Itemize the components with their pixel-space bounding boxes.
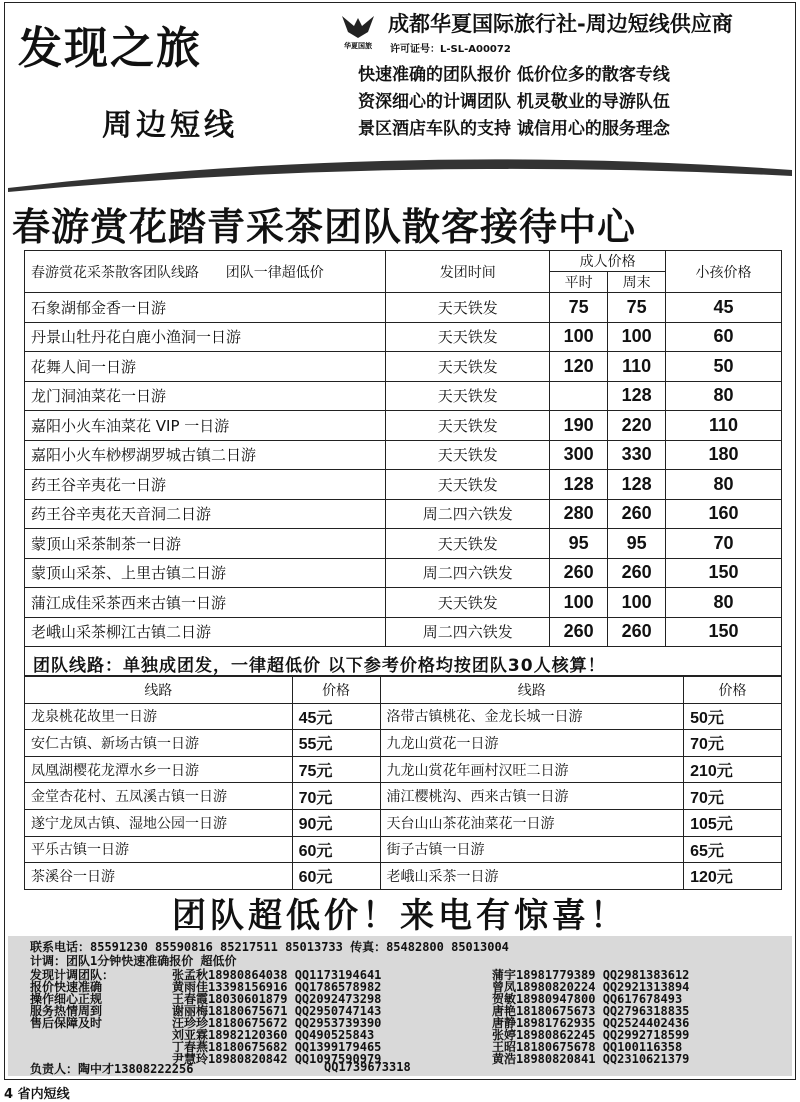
- main-title: 春游赏花踏青采茶团队散客接待中心: [12, 205, 637, 249]
- cell-child: 180: [666, 440, 782, 470]
- logo-title: 发现之旅: [18, 23, 202, 74]
- header-route: 春游赏花采茶散客团队线路 团队一律超低价: [25, 251, 386, 293]
- spring-tour-table: [24, 250, 782, 647]
- dispatch-note: 计调：团队1分钟快速准确报价 超低价: [30, 954, 237, 968]
- logo-subtitle: 周边短线: [102, 108, 238, 143]
- cell-weekend: 260: [608, 499, 666, 529]
- table-row: [25, 499, 782, 529]
- cell-route: 街子古镇一日游: [380, 836, 684, 863]
- cell-weekday: 100: [550, 322, 608, 352]
- cell-weekday: 128: [550, 470, 608, 500]
- cell-price: 55元: [292, 730, 380, 757]
- table-row: [25, 756, 782, 783]
- cell-date: 天天铁发: [386, 588, 550, 618]
- header-child-price: 小孩价格: [666, 251, 782, 293]
- cell-weekend: 260: [608, 617, 666, 647]
- cell-date: 周二四六铁发: [386, 558, 550, 588]
- cell-weekday: 260: [550, 558, 608, 588]
- cell-price: 120元: [684, 863, 782, 890]
- cell-weekday: 280: [550, 499, 608, 529]
- service-slogans: [358, 62, 670, 143]
- cell-route: 九龙山赏花年画村汉旺二日游: [380, 756, 684, 783]
- cell-route: 遂宁龙凤古镇、湿地公园一日游: [25, 809, 293, 836]
- cell-route: 天台山山茶花油菜花一日游: [380, 809, 684, 836]
- cell-child: 70: [666, 529, 782, 559]
- contact-entry: 曾凤18980820224 QQ2921313894: [492, 980, 690, 994]
- svg-text:华夏国旅: 华夏国旅: [344, 42, 372, 50]
- cell-child: 50: [666, 352, 782, 382]
- cell-weekday: 260: [550, 617, 608, 647]
- cell-date: 天天铁发: [386, 381, 550, 411]
- cell-route: 石象湖郁金香一日游: [25, 293, 386, 323]
- cell-weekday: [550, 381, 608, 411]
- cell-route: 安仁古镇、新场古镇一日游: [25, 730, 293, 757]
- table-row: [25, 352, 782, 382]
- cell-price: 60元: [292, 836, 380, 863]
- cell-weekday: 300: [550, 440, 608, 470]
- table-row: [25, 588, 782, 618]
- agency-name: 成都华夏国际旅行社-周边短线供应商: [388, 12, 733, 36]
- cell-child: 150: [666, 558, 782, 588]
- cell-weekend: 95: [608, 529, 666, 559]
- header-weekday: 平时: [550, 272, 608, 293]
- cell-price: 70元: [684, 730, 782, 757]
- contact-entry: 唐静18981762935 QQ2524402436: [492, 1016, 690, 1030]
- cell-date: 周二四六铁发: [386, 617, 550, 647]
- cell-weekend: 128: [608, 470, 666, 500]
- cell-date: 天天铁发: [386, 352, 550, 382]
- contact-tag: 操作细心正规: [30, 992, 103, 1006]
- table-row: [25, 836, 782, 863]
- cell-price: 90元: [292, 809, 380, 836]
- cell-price: 105元: [684, 809, 782, 836]
- contact-tag: 售后保障及时: [30, 1016, 103, 1030]
- slogan-line: 景区酒店车队的支持 诚信用心的服务理念: [358, 119, 670, 139]
- header-weekend: 周末: [608, 272, 666, 293]
- cell-child: 160: [666, 499, 782, 529]
- contact-entry: 王昭18180675678 QQ100116358: [492, 1040, 683, 1054]
- cell-route: 凤凰湖樱花龙潭水乡一日游: [25, 756, 293, 783]
- cell-route: 花舞人间一日游: [25, 352, 386, 382]
- cell-date: 天天铁发: [386, 293, 550, 323]
- cell-route: 药王谷辛夷花一日游: [25, 470, 386, 500]
- contact-entry: 汪珍珍18180675672 QQ2953739390: [172, 1016, 382, 1030]
- contact-entry: 张婷18980862245 QQ2992718599: [492, 1028, 690, 1042]
- cell-date: 天天铁发: [386, 322, 550, 352]
- cell-price: 210元: [684, 756, 782, 783]
- cell-date: 天天铁发: [386, 529, 550, 559]
- contact-tag: 报价快速准确: [30, 980, 103, 994]
- cell-route: 平乐古镇一日游: [25, 836, 293, 863]
- cell-weekday: 95: [550, 529, 608, 559]
- header-route-right: 线路: [380, 677, 684, 704]
- header-swoosh: [8, 152, 792, 192]
- cell-weekend: 330: [608, 440, 666, 470]
- team-route-table: [24, 676, 782, 890]
- contact-entry: 黄雨佳13398156916 QQ1786578982: [172, 980, 382, 994]
- cell-route: 浦江樱桃沟、西来古镇一日游: [380, 783, 684, 810]
- contact-entry: 张孟秋18980864038 QQ1173194641: [172, 968, 382, 982]
- cell-weekday: 100: [550, 588, 608, 618]
- cell-date: 天天铁发: [386, 470, 550, 500]
- table-row: [25, 809, 782, 836]
- table-row: [25, 730, 782, 757]
- cell-weekday: 75: [550, 293, 608, 323]
- cell-route: 蒙顶山采茶制茶一日游: [25, 529, 386, 559]
- manager-contact: 负责人：陶中才13808222256: [30, 1062, 194, 1076]
- agency-logo-icon: [336, 10, 380, 50]
- cell-route: 九龙山赏花一日游: [380, 730, 684, 757]
- table-row: [25, 783, 782, 810]
- slogan-line: 快速准确的团队报价 低价位多的散客专线: [358, 65, 670, 85]
- cell-weekend: 75: [608, 293, 666, 323]
- cell-route: 龙门洞油菜花一日游: [25, 381, 386, 411]
- cell-date: 天天铁发: [386, 440, 550, 470]
- manager-qq: QQ1739673318: [324, 1060, 411, 1074]
- header-price-left: 价格: [292, 677, 380, 704]
- cell-route: 茶溪谷一日游: [25, 863, 293, 890]
- cell-weekend: 260: [608, 558, 666, 588]
- cell-route: 丹景山牡丹花白鹿小渔洞一日游: [25, 322, 386, 352]
- cell-weekend: 220: [608, 411, 666, 441]
- cell-weekday: 190: [550, 411, 608, 441]
- cell-weekend: 100: [608, 588, 666, 618]
- table-row: [25, 529, 782, 559]
- cell-price: 75元: [292, 756, 380, 783]
- cell-price: 70元: [292, 783, 380, 810]
- contact-entry: 蒲宇18981779389 QQ2981383612: [492, 968, 690, 982]
- header-route-left: 线路: [25, 677, 293, 704]
- table-row: [25, 381, 782, 411]
- contact-entry: 黄浩18980820841 QQ2310621379: [492, 1052, 690, 1066]
- contact-entry: 尹慧玲18980820842 QQ1097590979: [172, 1052, 382, 1066]
- cell-price: 60元: [292, 863, 380, 890]
- page-footer: 4 省内短线: [4, 1087, 70, 1102]
- table-row: [25, 558, 782, 588]
- cell-route: 老峨山采茶柳江古镇二日游: [25, 617, 386, 647]
- cell-route: 蒲江成佳采茶西来古镇一日游: [25, 588, 386, 618]
- table-row: [25, 703, 782, 730]
- header-adult-price: 成人价格: [550, 251, 666, 272]
- promo-slogan: 团队超低价！来电有惊喜！: [172, 896, 628, 936]
- cell-route: 嘉阳小火车桫椤湖罗城古镇二日游: [25, 440, 386, 470]
- contact-entry: 王春霞18030601879 QQ2092473298: [172, 992, 382, 1006]
- cell-child: 150: [666, 617, 782, 647]
- cell-child: 110: [666, 411, 782, 441]
- contact-entry: 丁春燕18180675682 QQ1399179465: [172, 1040, 382, 1054]
- cell-child: 80: [666, 381, 782, 411]
- contact-panel: [8, 936, 792, 1076]
- contact-entry: 贺敏18980947800 QQ617678493: [492, 992, 683, 1006]
- table-row: [25, 293, 782, 323]
- cell-child: 80: [666, 588, 782, 618]
- table-row: [25, 863, 782, 890]
- cell-route: 药王谷辛夷花天音洞二日游: [25, 499, 386, 529]
- cell-price: 45元: [292, 703, 380, 730]
- cell-route: 蒙顶山采茶、上里古镇二日游: [25, 558, 386, 588]
- cell-weekend: 110: [608, 352, 666, 382]
- cell-price: 70元: [684, 783, 782, 810]
- cell-weekday: 120: [550, 352, 608, 382]
- contact-entry: 唐艳18180675673 QQ2796318835: [492, 1004, 690, 1018]
- cell-price: 50元: [684, 703, 782, 730]
- cell-route: 洛带古镇桃花、金龙长城一日游: [380, 703, 684, 730]
- contact-tag: 发现计调团队：: [30, 968, 115, 982]
- cell-route: 龙泉桃花故里一日游: [25, 703, 293, 730]
- contact-tag: 服务热情周到: [30, 1004, 103, 1018]
- table-row: [25, 322, 782, 352]
- cell-route: 老峨山采茶一日游: [380, 863, 684, 890]
- cell-route: 嘉阳小火车油菜花 VIP 一日游: [25, 411, 386, 441]
- table-row: [25, 617, 782, 647]
- header-price-right: 价格: [684, 677, 782, 704]
- cell-date: 天天铁发: [386, 411, 550, 441]
- table-row: [25, 411, 782, 441]
- team-route-banner: 团队线路：单独成团发，一律超低价 以下参考价格均按团队30人核算！: [24, 646, 782, 676]
- cell-date: 周二四六铁发: [386, 499, 550, 529]
- header-date: 发团时间: [386, 251, 550, 293]
- table-row: [25, 440, 782, 470]
- contact-phones: 联系电话：85591230 85590816 85217511 85013733 传真：85482800 85013004: [30, 940, 509, 954]
- slogan-line: 资深细心的计调团队 机灵敬业的导游队伍: [358, 92, 670, 112]
- cell-weekend: 100: [608, 322, 666, 352]
- license-number: 许可证号：L-SL-A00072: [390, 44, 511, 55]
- cell-weekend: 128: [608, 381, 666, 411]
- contact-entry: 刘亚霖18982120360 QQ490525843: [172, 1028, 375, 1042]
- cell-child: 45: [666, 293, 782, 323]
- cell-route: 金堂杏花村、五凤溪古镇一日游: [25, 783, 293, 810]
- cell-price: 65元: [684, 836, 782, 863]
- table-row: [25, 470, 782, 500]
- cell-child: 60: [666, 322, 782, 352]
- contact-entry: 谢丽梅18180675671 QQ2950747143: [172, 1004, 382, 1018]
- cell-child: 80: [666, 470, 782, 500]
